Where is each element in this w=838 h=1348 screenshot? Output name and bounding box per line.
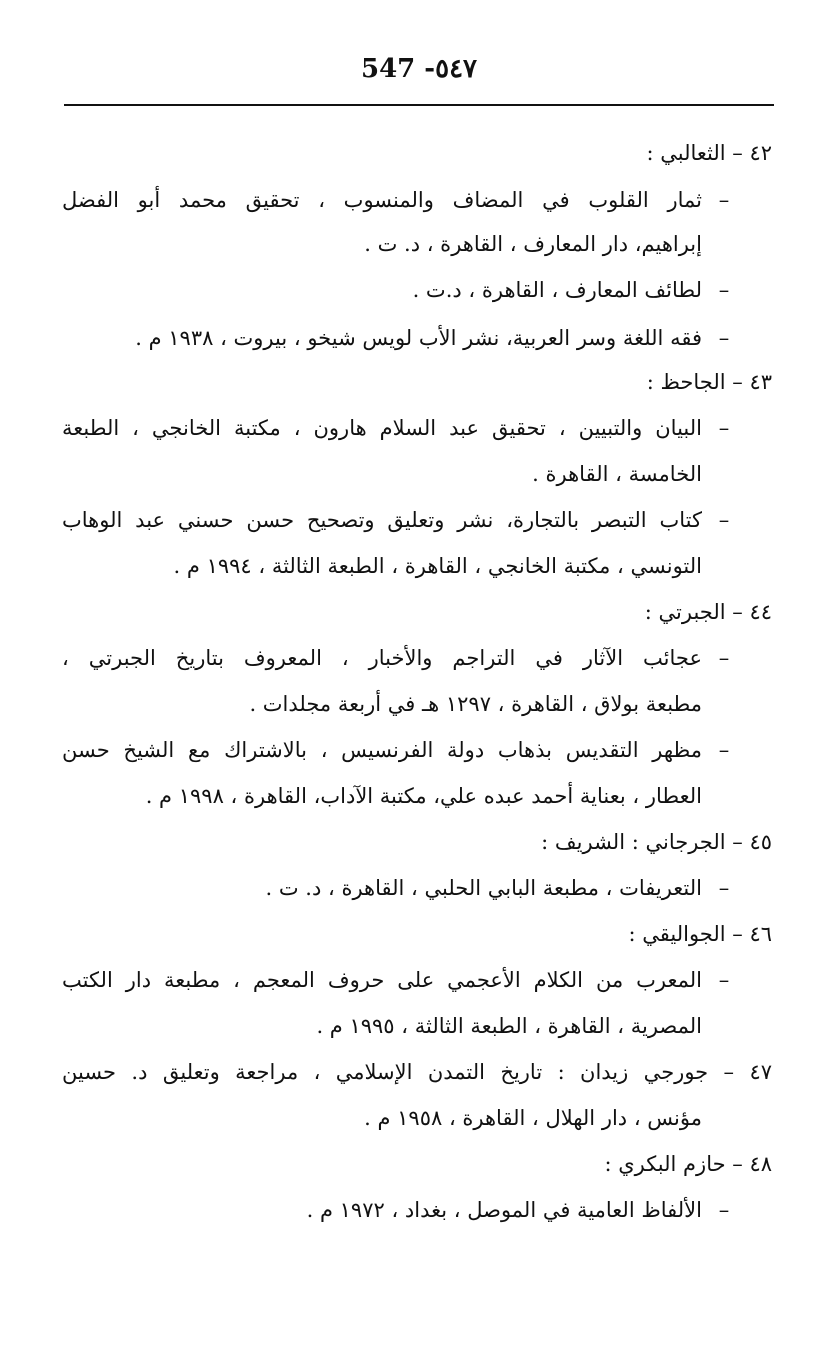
entry-heading: ٤٢ – الثعالبي : (646, 141, 772, 165)
list-item-continuation: التونسي ، مكتبة الخانجي ، القاهرة ، الطبعة الثالثة ، ١٩٩٤ م . (173, 554, 702, 578)
bullet-dash: – (718, 508, 730, 532)
entry-heading: ٤٣ – الجاحظ : (646, 370, 772, 394)
bullet-dash: – (718, 738, 730, 762)
list-item (0, 866, 838, 910)
list-item-continuation: إبراهيم، دار المعارف ، القاهرة ، د. ت . (364, 232, 702, 256)
list-item-continuation: المصرية ، القاهرة ، الطبعة الثالثة ، ١٩٩٥ م . (316, 1014, 702, 1038)
list-item-text: كتاب التبصر بالتجارة، نشر وتعليق وتصحيح حسن حسني عبد الوهاب (62, 508, 702, 532)
bullet-dash: – (718, 1198, 730, 1222)
list-item-text: التعريفات ، مطبعة البابي الحلبي ، القاهرة ، د. ت . (265, 876, 702, 900)
page-number: 547 -٥٤٧ (360, 54, 478, 84)
entry-heading: ٤٨ – حازم البكري : (604, 1152, 772, 1176)
list-item-text: المعرب من الكلام الأعجمي على حروف المعجم ، مطبعة دار الكتب (62, 968, 702, 992)
list-item (0, 316, 838, 360)
bullet-dash: – (718, 968, 730, 992)
list-item (0, 1188, 838, 1232)
header-rule (64, 104, 774, 106)
list-item-text: عجائب الآثار في التراجم والأخبار ، المعروف بتاريخ الجبرتي ، (62, 646, 702, 670)
bullet-dash: – (718, 876, 730, 900)
list-item-text: فقه اللغة وسر العربية، نشر الأب لويس شيخو ، بيروت ، ١٩٣٨ م . (135, 326, 702, 350)
bullet-dash: – (718, 326, 730, 350)
list-item (0, 498, 838, 542)
list-item-continuation: مطبعة بولاق ، القاهرة ، ١٢٩٧ هـ في أربعة مجلدات . (249, 692, 702, 716)
entry-heading: ٤٧ – جورجي زيدان : تاريخ التمدن الإسلامي ، مراجعة وتعليق د. حسين (62, 1060, 772, 1084)
list-item-text: مظهر التقديس بذهاب دولة الفرنسيس ، بالاشتراك مع الشيخ حسن (62, 738, 702, 762)
list-item (0, 958, 838, 1002)
list-item (0, 178, 838, 222)
entry-heading: ٤٦ – الجواليقي : (628, 922, 772, 946)
list-item (0, 268, 838, 312)
bullet-dash: – (718, 188, 730, 212)
bullet-dash: – (718, 278, 730, 302)
list-item (0, 636, 838, 680)
entry-heading: ٤٤ – الجبرتي : (644, 600, 772, 624)
list-item (0, 406, 838, 450)
list-item-continuation: الخامسة ، القاهرة . (532, 462, 702, 486)
list-item (0, 728, 838, 772)
list-item-text: الألفاظ العامية في الموصل ، بغداد ، ١٩٧٢ م . (306, 1198, 702, 1222)
list-item-continuation: العطار ، بعناية أحمد عبده علي، مكتبة الآداب، القاهرة ، ١٩٩٨ م . (145, 784, 702, 808)
entry-heading: ٤٥ – الجرجاني : الشريف : (541, 830, 772, 854)
list-item-text: البيان والتبيين ، تحقيق عبد السلام هارون ، مكتبة الخانجي ، الطبعة (62, 416, 702, 440)
list-item-text: لطائف المعارف ، القاهرة ، د.ت . (412, 278, 702, 302)
entry-continuation: مؤنس ، دار الهلال ، القاهرة ، ١٩٥٨ م . (364, 1106, 702, 1130)
bullet-dash: – (718, 416, 730, 440)
list-item-text: ثمار القلوب في المضاف والمنسوب ، تحقيق محمد أبو الفضل (62, 188, 702, 212)
bullet-dash: – (718, 646, 730, 670)
